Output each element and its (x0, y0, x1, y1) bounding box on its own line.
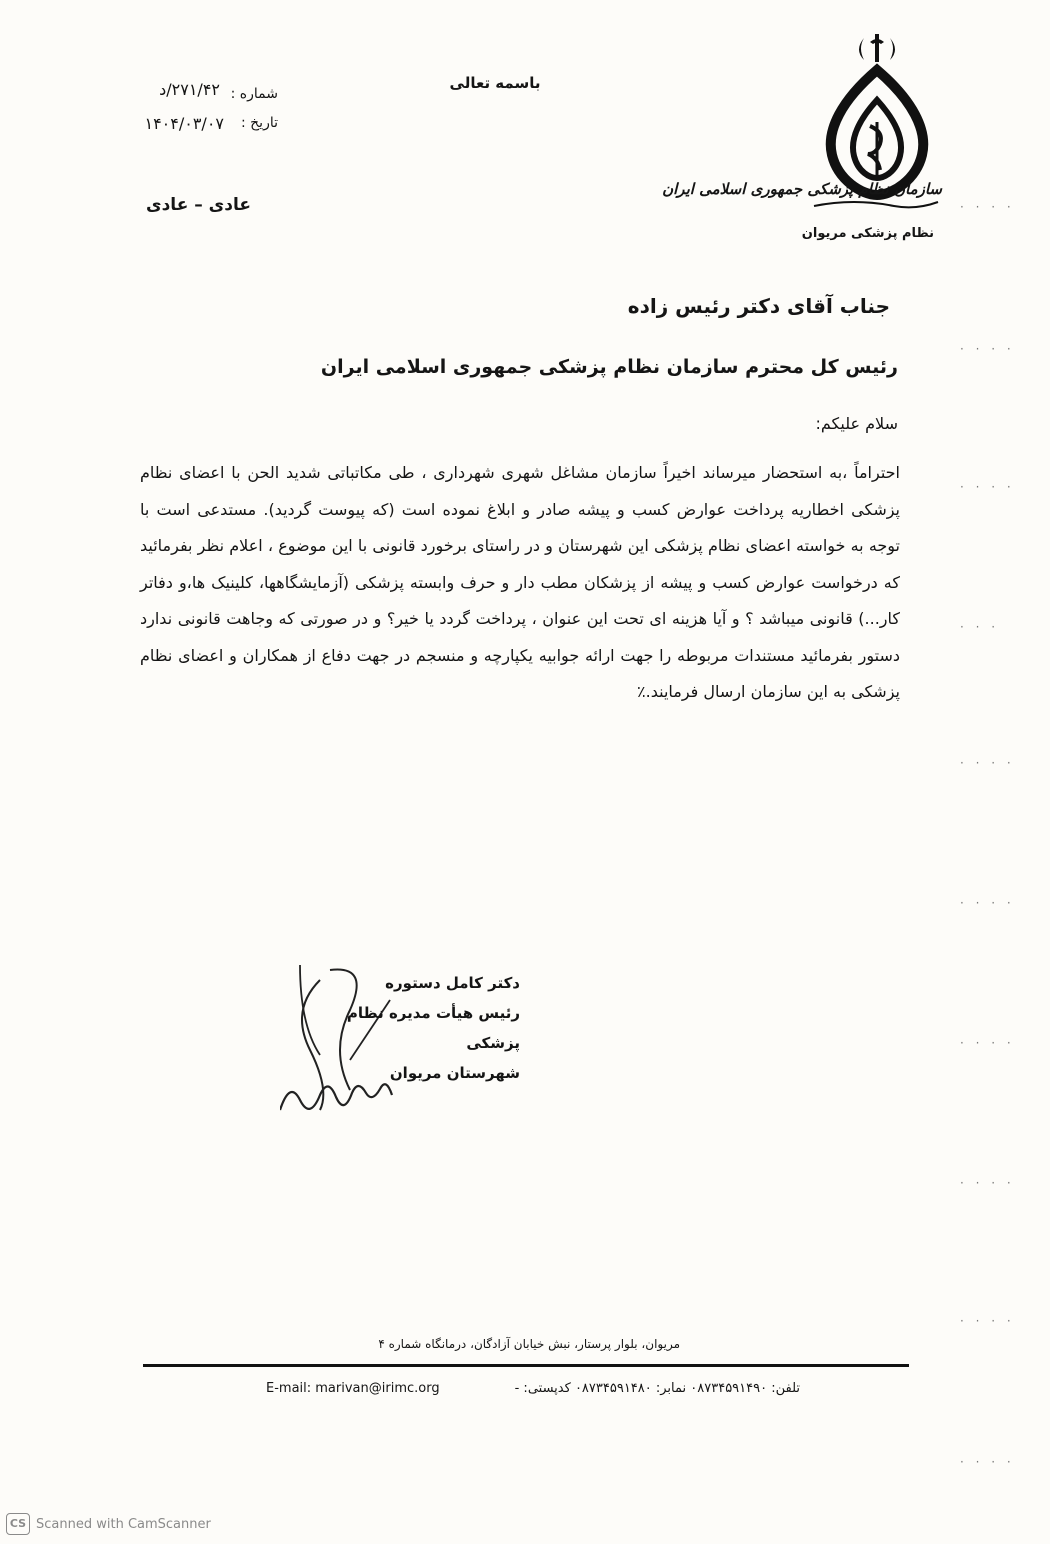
margin-dots: · · · · (960, 1036, 1015, 1050)
letter-body (140, 455, 900, 711)
margin-dots: · · · · (960, 1314, 1015, 1328)
classification-label: عادی – عادی (146, 195, 251, 215)
footer-email: E-mail: marivan@irimc.org (266, 1381, 440, 1396)
letter-number-label: شماره : (230, 86, 278, 102)
margin-dots: · · · · (960, 756, 1015, 770)
margin-dots: · · · · (960, 896, 1015, 910)
camscanner-icon: CS (6, 1513, 30, 1535)
margin-dots: · · · (960, 620, 1000, 634)
footer-divider (143, 1364, 909, 1367)
margin-dots: · · · · (960, 480, 1015, 494)
org-name-script: سازمان نظام پزشکی جمهوری اسلامی ایران (662, 180, 942, 198)
scanner-label: Scanned with CamScanner (36, 1516, 211, 1532)
margin-dots: · · · · (960, 1455, 1015, 1469)
margin-dots: · · · · (960, 200, 1015, 214)
signature-block (300, 968, 520, 1088)
recipient-name: جناب آقای دکتر رئیس زاده (627, 294, 890, 318)
org-branch-name: نظام پزشکی مریوان (801, 226, 934, 241)
signatory-name: دکتر کامل دستوره (385, 974, 520, 992)
margin-dots: · · · · (960, 342, 1015, 356)
basmala-heading: باسمه تعالی (449, 74, 541, 92)
body-paragraph: احتراماً ،به استحضار میرساند اخیراً سازمان مشاغل شهری شهرداری ، طی مکاتباتی شدید الحن با اعضای نظام پزشکی اخطاریه پرداخت عوارض کسب و پیشه صادر و ابلاغ نموده است (که پیوست گردید). مستدعی است با توجه به خواسته اعضای نظام پزشکی این شهرستان و در راستای برخورد قانونی با این موضوع ، اعلام نظر بفرمائید که درخواست عوارض کسب و پیشه از پزشکان مطب دار و حرف وابسته پزشکی (آزمایشگاهها، کلینیک ها،و دفاتر کار...) قانونی میباشد ؟ و آیا هزینه ای تحت این عنوان ، پرداخت گردد یا خیر؟ و در صورتی که وجاهت قانونی ندارد دستور بفرمائید مستندات مربوطه را جهت ارائه جوابیه یکپارچه و منسجم در جهت دفاع از همکاران و اعضای نظام پزشکی به این سازمان ارسال فرمایند.٪ (140, 463, 900, 701)
footer-contacts: تلفن: ۰۸۷۳۴۵۹۱۴۹۰ نمابر: ۰۸۷۳۴۵۹۱۴۸۰ کدپستی: - (514, 1381, 800, 1396)
letter-date-value: ۱۴۰۴/۰۳/۰۷ (144, 114, 224, 133)
letter-date-label: تاریخ : (240, 115, 278, 131)
recipient-title: رئیس کل محترم سازمان نظام پزشکی جمهوری اسلامی ایران (320, 356, 898, 378)
scanner-watermark (6, 1513, 211, 1535)
signatory-city: شهرستان مریوان (389, 1064, 520, 1082)
footer-address: مریوان، بلوار پرستار، نبش خیابان آزادگان، درمانگاه شماره ۴ (378, 1337, 680, 1351)
greeting: سلام علیکم: (815, 414, 898, 433)
letter-number-value: ۲۷۱/۴۲/د (159, 80, 220, 99)
margin-dots: · · · · (960, 1176, 1015, 1190)
signatory-title: رئیس هیأت مدیره نظام پزشکی (346, 1004, 520, 1052)
